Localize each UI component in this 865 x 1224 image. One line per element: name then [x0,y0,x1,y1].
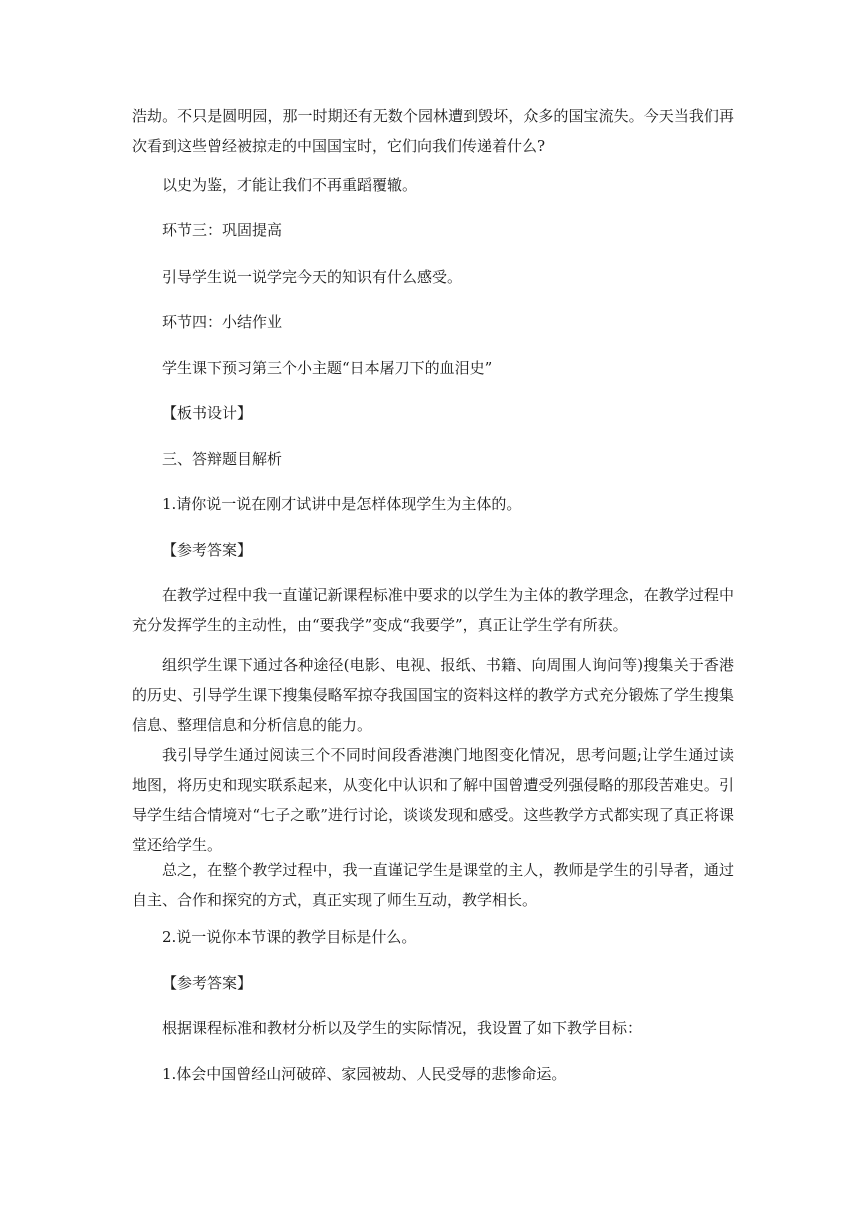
answer-paragraph-4: 总之，在整个教学过程中，我一直谨记学生是课堂的主人，教师是学生的引导者，通过自主、合作和探究的方式，真正实现了师生互动，教学相长。 [132,861,734,909]
answer-paragraph-1: 在教学过程中我一直谨记新课程标准中要求的以学生为主体的教学理念，在教学过程中充分发挥学生的主动性，由“要我学”变成“我要学”，真正让学生学有所获。 [132,586,734,634]
answer-label-1: 【参考答案】 [162,541,253,559]
answer-paragraph-2: 组织学生课下通过各种途径(电影、电视、报纸、书籍、向周围人询问等)搜集关于香港的历史、引导学生课下搜集侵略军掠夺我国国宝的资料这样的教学方式充分锻炼了学生搜集信息、整理信息和分析信息的能力。 [132,656,734,734]
paragraph-continuation: 浩劫。不只是圆明园，那一时期还有无数个园林遭到毁坏，众多的国宝流失。今天当我们再次看到这些曾经被掠走的中国国宝时，它们向我们传递着什么? [132,107,734,155]
objective-1: 1.体会中国曾经山河破碎、家园被劫、人民受辱的悲惨命运。 [162,1065,567,1083]
paragraph-guide: 引导学生说一说学完今天的知识有什么感受。 [162,268,463,286]
section-heading-defense: 三、答辩题目解析 [162,450,283,468]
answer-label-2: 【参考答案】 [162,974,253,992]
paragraph-lesson: 以史为鉴，才能让我们不再重蹈覆辙。 [162,176,418,194]
answer-intro: 根据课程标准和教材分析以及学生的实际情况，我设置了如下教学目标： [162,1019,643,1037]
question-2: 2.说一说你本节课的教学目标是什么。 [162,928,417,946]
section-heading-board-design: 【板书设计】 [162,404,253,422]
section-heading-step3: 环节三：巩固提高 [162,221,283,239]
paragraph-homework: 学生课下预习第三个小主题“日本屠刀下的血泪史” [162,359,493,377]
question-1: 1.请你说一说在刚才试讲中是怎样体现学生为主体的。 [162,495,522,513]
section-heading-step4: 环节四：小结作业 [162,313,283,331]
answer-paragraph-3: 我引导学生通过阅读三个不同时间段香港澳门地图变化情况，思考问题;让学生通过读地图，将历史和现实联系起来，从变化中认识和了解中国曾遭受列强侵略的那段苦难史。引导学生结合情境对“七子之歌”进行讨论，谈谈发现和感受。这些教学方式都实现了真正将课堂还给学生。 [132,746,734,854]
